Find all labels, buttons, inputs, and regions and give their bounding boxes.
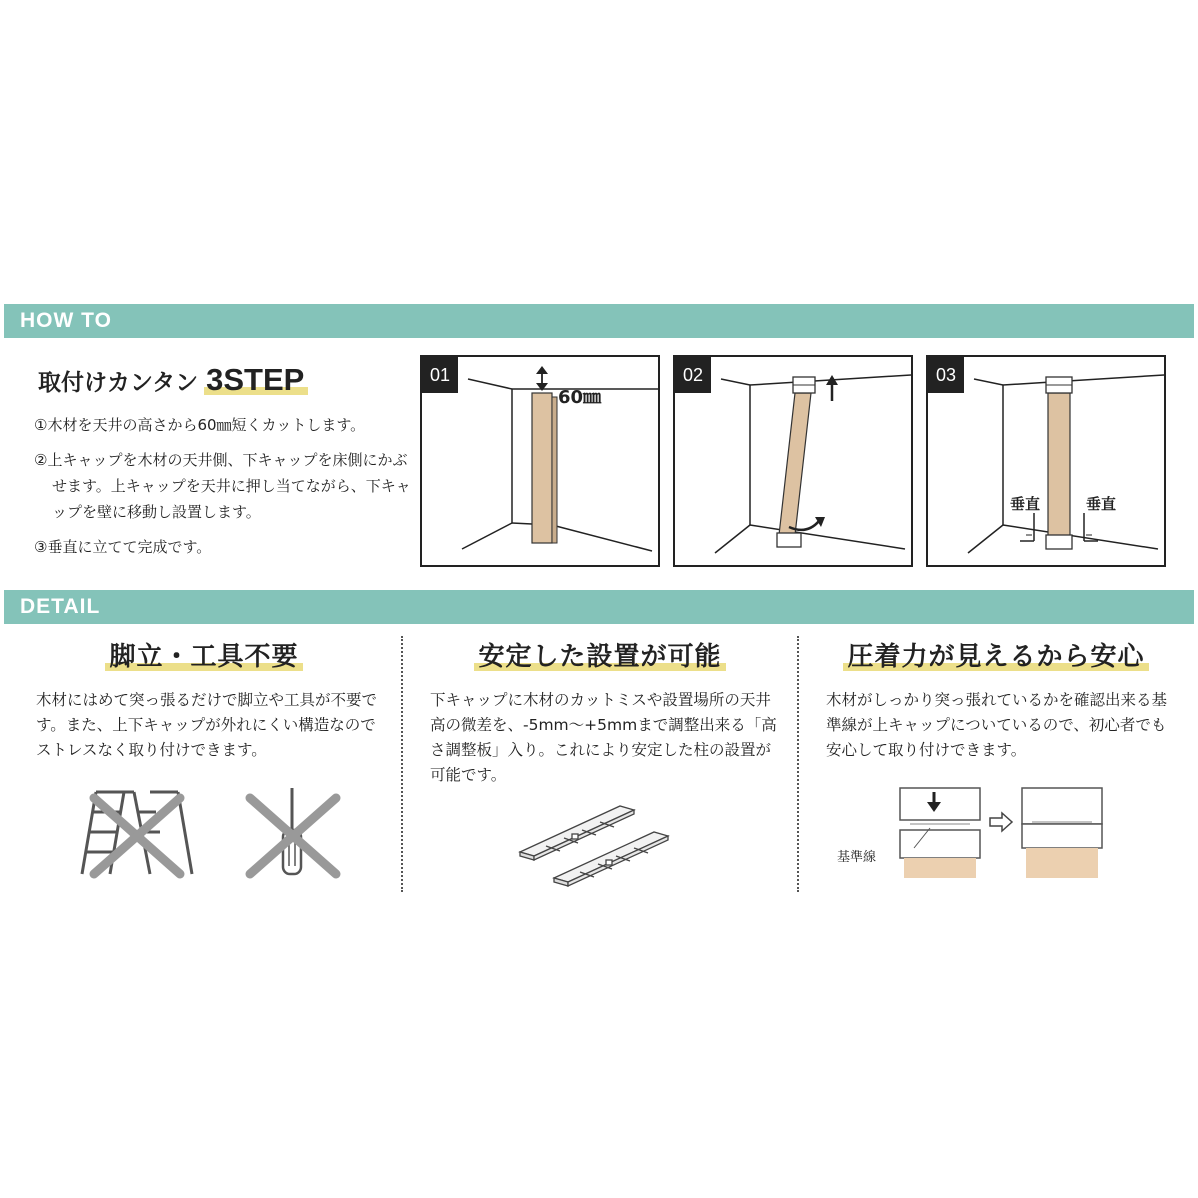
column-divider-1: [401, 636, 403, 892]
detail-column-1: [14, 636, 394, 759]
step-2-number: 02: [675, 357, 711, 393]
step-3-number: 03: [928, 357, 964, 393]
step-panel-3: [926, 355, 1166, 567]
step-1-number: 01: [422, 357, 458, 393]
step-2-text: ②上キャップを木材の天井側、下キャップを床側にかぶせます。上キャップを天井に押し当てながら、下キャップを壁に移動し設置します。: [34, 451, 411, 521]
howto-title-step: 3STEP: [206, 362, 305, 397]
base-line-illustration: [894, 784, 1104, 884]
no-ladder-no-tools-illustration: [74, 786, 354, 886]
base-line-label: 基準線: [837, 850, 877, 865]
detail-section-header: [4, 590, 1194, 624]
howto-title-main: 取付けカンタン: [38, 370, 207, 396]
vertical-label-right: 垂直: [1086, 495, 1117, 513]
cap-before: [900, 788, 980, 878]
step-3-text: ③垂直に立てて完成です。: [34, 538, 212, 556]
step-1-measure: 60㎜: [558, 387, 602, 408]
detail-2-title: 安定した設置が可能: [478, 642, 722, 672]
detail-header-label: DETAIL: [20, 595, 101, 618]
howto-title: [38, 362, 304, 398]
howto-section-header: [4, 304, 1194, 338]
howto-steps: [34, 412, 414, 569]
arrow-right-icon: [990, 813, 1012, 831]
cap-after: [1022, 788, 1102, 878]
howto-header-label: HOW TO: [20, 309, 112, 332]
detail-column-3: [806, 636, 1186, 759]
vertical-label-left: 垂直: [1010, 495, 1041, 513]
detail-column-2: [410, 636, 790, 784]
detail-1-text: 木材にはめて突っ張るだけで脚立や工具が不要です。また、上下キャップが外れにくい構造なのでストレスなく取り付けできます。: [36, 691, 378, 759]
step-panel-2: [673, 355, 913, 567]
detail-3-text: 木材がしっかり突っ張れているかを確認出来る基準線が上キャップについているので、初心者でも安心して取り付けできます。: [826, 691, 1168, 759]
detail-1-title: 脚立・工具不要: [109, 642, 299, 672]
column-divider-2: [797, 636, 799, 892]
step-panel-1: [420, 355, 660, 567]
detail-2-text: 下キャップに木材のカットミスや設置場所の天井高の微差を、-5mm〜+5mmまで調整出来る「高さ調整板」入り。これにより安定した柱の設置が可能です。: [430, 691, 777, 784]
detail-3-title: 圧着力が見えるから安心: [847, 642, 1145, 672]
step-1-text: ①木材を天井の高さから60㎜短くカットします。: [34, 416, 366, 434]
height-adjustment-plates-illustration: [516, 796, 700, 892]
